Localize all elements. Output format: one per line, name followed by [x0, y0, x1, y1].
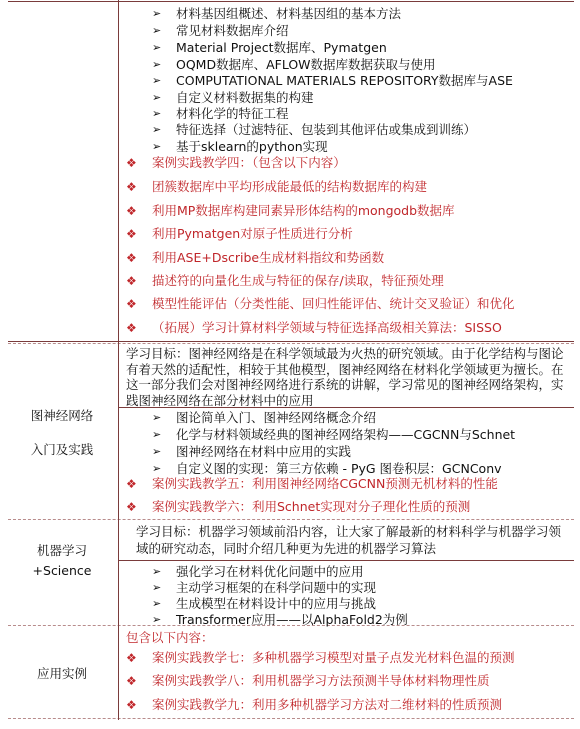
- section-title-ml-science: 机器学习 +Science: [32, 543, 92, 578]
- diamond-bullet-icon: ❖: [126, 156, 137, 170]
- arrow-bullet-icon: ➢: [152, 462, 162, 475]
- arrow-bullet-icon: ➢: [152, 24, 162, 37]
- arrow-bullet-icon: ➢: [152, 123, 162, 136]
- block1-bottom-rule: [8, 341, 574, 342]
- arrow-bullet-icon: ➢: [152, 613, 162, 626]
- diamond-bullet-icon: ❖: [126, 500, 137, 514]
- diamond-bullet-icon: ❖: [126, 227, 137, 241]
- arrow-bullet-icon: ➢: [152, 445, 162, 458]
- applications-intro: 包含以下内容：: [126, 630, 214, 645]
- diamond-bullet-icon: ❖: [126, 321, 137, 335]
- section-title-applications: 应用实例: [36, 666, 87, 681]
- arrow-bullet-icon: ➢: [152, 91, 162, 104]
- section-title-gnn: 图神经网络 入门及实践: [30, 408, 94, 457]
- arrow-bullet-icon: ➢: [152, 428, 162, 441]
- diamond-bullet-icon: ❖: [126, 180, 137, 194]
- diamond-bullet-icon: ❖: [126, 204, 137, 218]
- diamond-bullet-icon: ❖: [126, 297, 137, 311]
- arrow-bullet-icon: ➢: [152, 41, 162, 54]
- arrow-bullet-icon: ➢: [152, 58, 162, 71]
- arrow-bullet-icon: ➢: [152, 411, 162, 424]
- arrow-bullet-icon: ➢: [152, 597, 162, 610]
- block2-bottom-rule: [8, 519, 574, 520]
- diamond-bullet-icon: ❖: [126, 674, 137, 688]
- diamond-bullet-icon: ❖: [126, 477, 137, 491]
- diamond-bullet-icon: ❖: [126, 274, 137, 288]
- arrow-bullet-icon: ➢: [152, 565, 162, 578]
- column-divider: [118, 0, 119, 720]
- diamond-bullet-icon: ❖: [126, 698, 137, 712]
- arrow-bullet-icon: ➢: [152, 107, 162, 120]
- arrow-bullet-icon: ➢: [152, 581, 162, 594]
- arrow-bullet-icon: ➢: [152, 140, 162, 153]
- arrow-bullet-icon: ➢: [152, 74, 162, 87]
- diamond-bullet-icon: ❖: [126, 251, 137, 265]
- learning-goal-gnn: 学习目标：图神经网络是在科学领域最为火热的研究领域。由于化学结构与图论有着天然的适配性，相较于其他模型，图神经网络在材料化学领域更为擅长。在这一部分我们会对图神经网络进行系统的讲解，学习常见的图神经网络架构，实践图神经网络在部分材料中的应用: [126, 346, 564, 408]
- learning-goal-ml: 学习目标：机器学习领域前沿内容，让大家了解最新的材料科学与机器学习领域的研究动态，同时介绍几种更为先进的机器学习算法: [136, 524, 562, 556]
- block4-bottom-rule: [8, 718, 574, 719]
- arrow-bullet-icon: ➢: [152, 7, 162, 20]
- block2-divider: [8, 343, 574, 344]
- block3-goal-rule: [118, 560, 574, 561]
- diamond-bullet-icon: ❖: [126, 651, 137, 665]
- top-rule: [8, 1, 574, 2]
